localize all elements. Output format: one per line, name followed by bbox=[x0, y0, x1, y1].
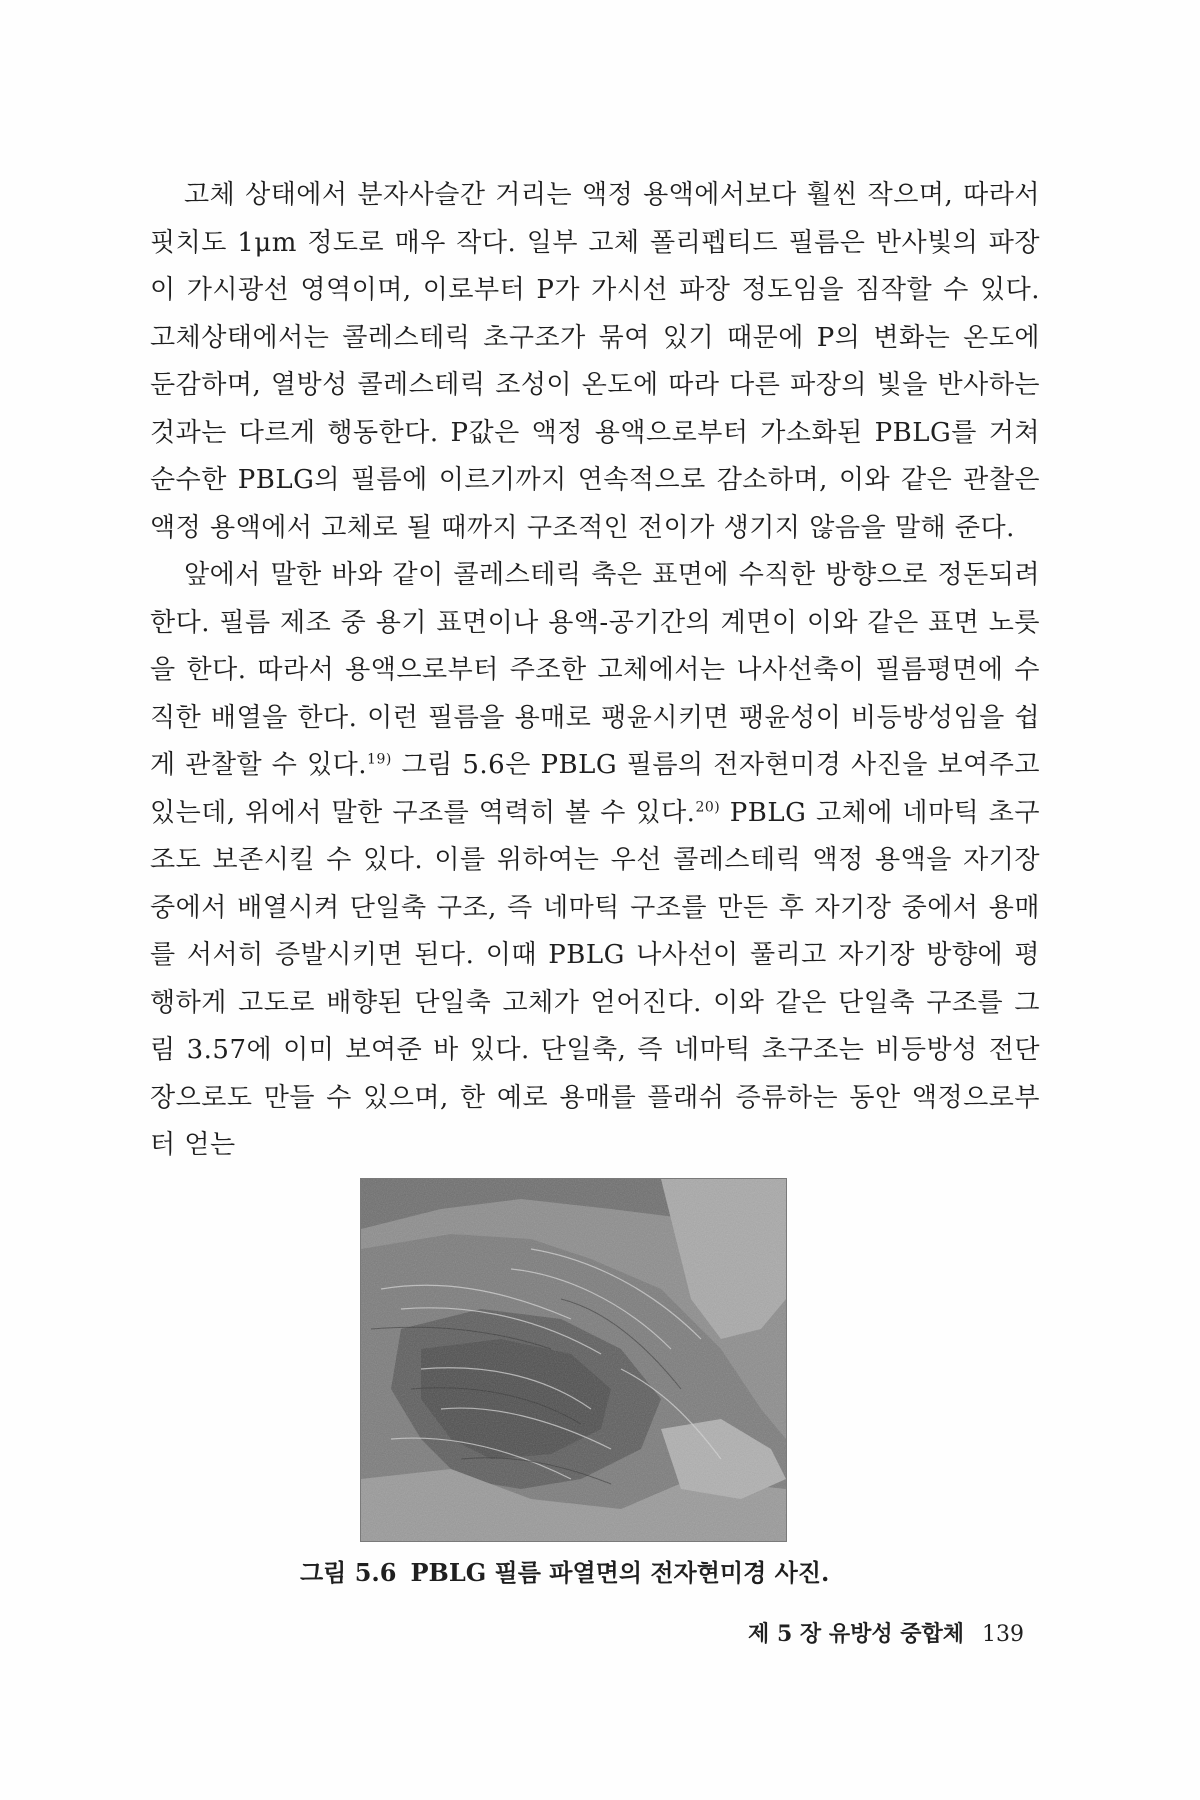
paragraph-text: PBLG 고체에 네마틱 초구조도 보존시킬 수 있다. 이를 위하여는 우선 콜레스테릭 액정 용액을 자기장 중에서 배열시켜 단일축 구조, 즉 네마틱 구조를 만든 후 자기장 중에서 용매를 서서히 증발시키면 된다. 이때 PBLG 나사선이 풀리고 자기장 방향에 평행하게 고도로 배향된 단일축 고체가 얻어진다. 이와 같은 단일축 구조를 그림 3.57에 이미 보여준 바 있다. 단일축, 즉 네마틱 초구조는 비등방성 전단장으로도 만들 수 있으며, 한 예로 용매를 플래쉬 증류하는 동안 액정으로부터 얻는 bbox=[150, 797, 1040, 1160]
reference-superscript: 20) bbox=[695, 798, 721, 815]
chapter-title: 제 5 장 유방성 중합체 bbox=[748, 1621, 964, 1647]
figure-label: 그림 5.6 bbox=[300, 1558, 397, 1587]
paragraph bbox=[150, 172, 1040, 552]
paragraph-text: 고체 상태에서 분자사슬간 거리는 액정 용액에서보다 훨씬 작으며, 따라서 핏치도 1μm 정도로 매우 작다. 일부 고체 폴리펩티드 필름은 반사빛의 파장이 가시광선 영역이며, 이로부터 P가 가시선 파장 정도임을 짐작할 수 있다. 고체상태에서는 콜레스테릭 초구조가 묶여 있기 때문에 P의 변화는 온도에 둔감하며, 열방성 콜레스테릭 조성이 온도에 따라 다른 파장의 빛을 반사하는 것과는 다르게 행동한다. P값은 액정 용액으로부터 가소화된 PBLG를 거쳐 순수한 PBLG의 필름에 이르기까지 연속적으로 감소하며, 이와 같은 관찰은 액정 용액에서 고체로 될 때까지 구조적인 전이가 생기지 않음을 말해 준다. bbox=[150, 180, 1040, 543]
body-text bbox=[150, 172, 1040, 1170]
electron-micrograph-figure bbox=[360, 1178, 787, 1542]
page-number: 139 bbox=[982, 1622, 1024, 1647]
figure-caption bbox=[300, 1553, 920, 1588]
reference-superscript: 19) bbox=[367, 751, 392, 768]
paragraph-text: 그림 5.6은 PBLG 필름의 전자현미경 사진을 보여주고 있는데, 위에서 말한 구조를 역력히 볼 수 있다. bbox=[150, 750, 1040, 828]
paragraph-text: 앞에서 말한 바와 같이 콜레스테릭 축은 표면에 수직한 방향으로 정돈되려 한다. 필름 제조 중 용기 표면이나 용액-공기간의 계면이 이와 같은 표면 노릇을 한다. 따라서 용액으로부터 주조한 고체에서는 나사선축이 필름평면에 수직한 배열을 한다. 이런 필름을 용매로 팽윤시키면 팽윤성이 비등방성임을 쉽게 관찰할 수 있다. bbox=[150, 560, 1040, 780]
page-footer bbox=[748, 1617, 1024, 1648]
micrograph-image bbox=[361, 1179, 786, 1541]
paragraph bbox=[150, 552, 1040, 1170]
figure-caption-text: PBLG 필름 파열면의 전자현미경 사진. bbox=[410, 1558, 830, 1587]
